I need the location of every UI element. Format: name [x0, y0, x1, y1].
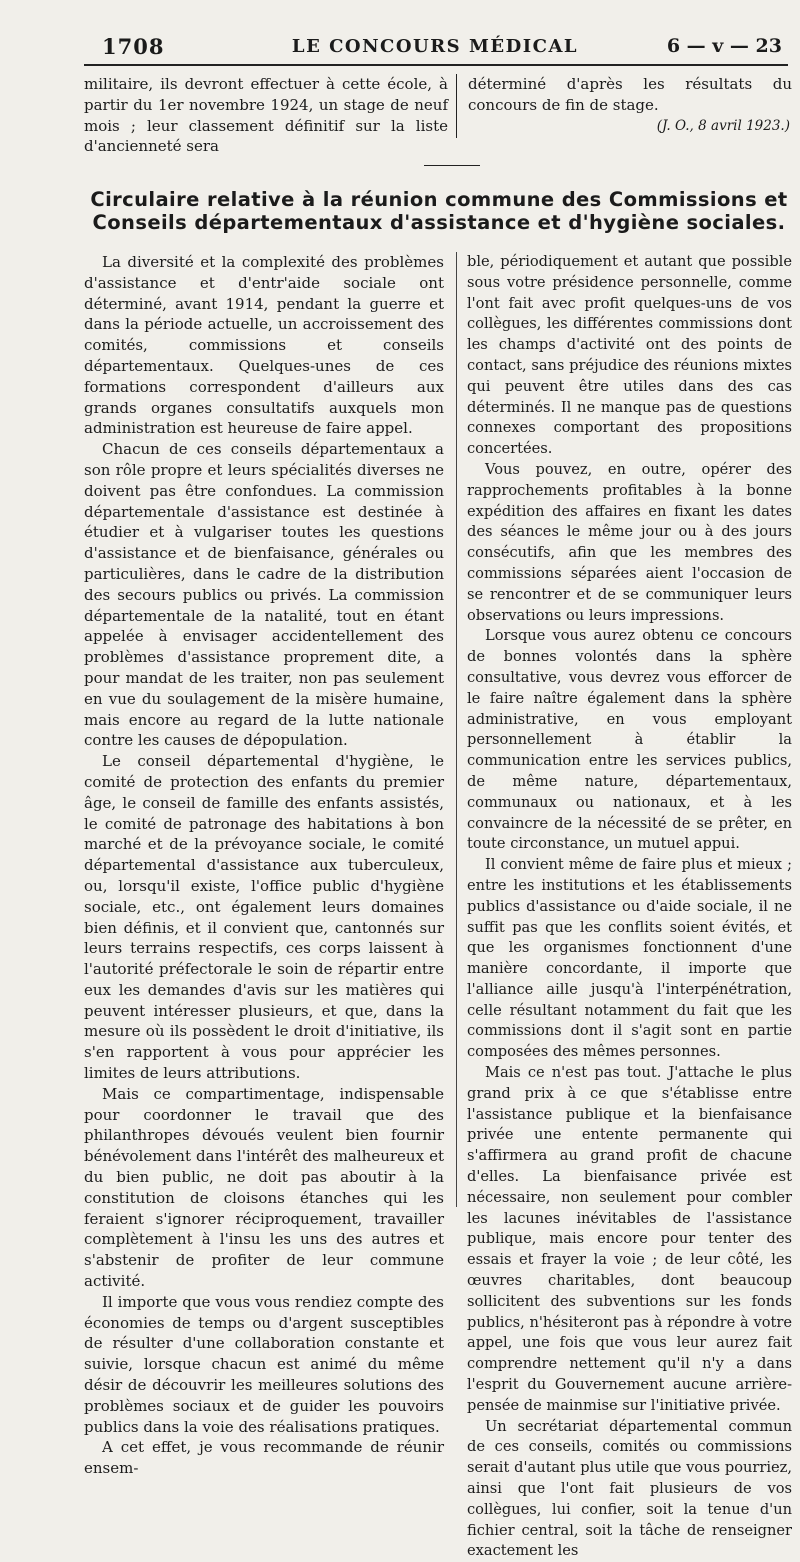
article-title: Circulaire relative à la réunion commune des Commissions et Conseils départementaux d'assistance et d'hygiène sociales. [90, 188, 788, 234]
page-header [84, 32, 786, 62]
page-number: 1708 [102, 34, 165, 59]
paragraph: Il convient même de faire plus et mieux ; entre les institutions et les établissements publics d'assistance ou d'aide sociale, il ne suffit pas que les conflits soient évités, et que les organismes fonctionnent d'une manière concordante, il importe que l'alliance aille jusqu'à l'interpénétration, celle résultant notamment du fait que les commissions dont il s'agit sont en partie composées des mêmes personnes. [467, 856, 792, 1061]
column-divider-top [456, 74, 457, 138]
paragraph: Un secrétariat départemental commun de ces conseils, comités ou commissions serait d'autant plus utile que vous pourriez, ainsi que l'ont fait plusieurs de vos collègues, lui confier, soit la tenue d'un fichier central, soit la tâche de renseigner exactement les [467, 1417, 792, 1560]
paragraph: Lorsque vous aurez obtenu ce concours de bonnes volontés dans la sphère consultative, vous devrez vous efforcer de le faire naître également dans la sphère administrative, en vous employant personnellement à établir la communication entre les services publics, de même nature, départementaux, communaux ou nationaux, et à les convaincre de la nécessité de se prêter, en toute circonstance, un mutuel appui. [467, 627, 792, 853]
left-column [84, 252, 444, 1479]
issue-date: 6 — v — 23 [666, 35, 782, 57]
paragraph: Il importe que vous vous rendiez compte des économies de temps ou d'argent susceptibles de résulter d'une collaboration constante et suivie, lorsque chacun est animé du même désir de découvrir les meilleures solutions des problèmes sociaux et de guider les pouvoirs publics dans la voie des réalisations pratiques. [84, 1292, 444, 1436]
intro-right-text: déterminé d'après les résultats du concours de fin de stage. [468, 75, 792, 114]
journal-title: LE CONCOURS MÉDICAL [291, 36, 579, 57]
paragraph: Le conseil départemental d'hygiène, le comité de protection des enfants du premier âge, le conseil de famille des enfants assistés, le comité de patronage des habitations à bon marché et de la prévoyance sociale, le comité départemental d'assistance aux tuberculeux, ou, lorsqu'il existe, l'office public d'hygiène sociale, etc., ont également leurs domaines bien définis, et il convient que, cantonnés sur leurs terrains respectifs, ces corps laissent à l'autorité préfectorale le soin de répartir entre eux les demandes d'avis sur les matières qui peuvent intéresser plusieurs, et que, dans la mesure où ils possèdent le droit d'initiative, ils s'en rapportent à vous pour apprécier les limites de leurs attributions. [84, 752, 444, 1083]
intro-right-column [468, 74, 792, 134]
column-divider [456, 252, 457, 1207]
section-separator [424, 165, 480, 166]
right-column [467, 252, 792, 1562]
paragraph: A cet effet, je vous recommande de réunir ensem- [84, 1438, 444, 1478]
paragraph: Mais ce n'est pas tout. J'attache le plus grand prix à ce que s'établisse entre l'assistance publique et la bienfaisance privée une entente permanente qui s'affirmera au grand profit de chacune d'elles. La bienfaisance privée est nécessaire, non seulement pour combler les lacunes inévitables de l'assistance publique, mais encore pour tenter des essais et frayer la voie ; de leur côté, les œuvres charitables, dont beaucoup sollicitent des subventions sur les fonds publics, n'hésiteront pas à répondre à votre appel, une fois que vous leur aurez fait comprendre nettement qu'il n'y a dans l'esprit du Gouvernement aucune arrière-pensée de mainmise sur l'initiative privée. [467, 1064, 792, 1414]
paragraph: La diversité et la complexité des problèmes d'assistance et d'entr'aide sociale ont déterminé, avant 1914, pendant la guerre et dans la période actuelle, un accroissement des comités, commissions et conseils départementaux. Quelques-unes de ces formations correspondent d'ailleurs aux grands organes consultatifs auxquels mon administration est heureuse de faire appel. [84, 253, 444, 438]
intro-left-text: militaire, ils devront effectuer à cette école, à partir du 1er novembre 1924, un stage de neuf mois ; leur classement définitif sur la liste d'ancienneté sera [84, 75, 448, 156]
paragraph: ble, périodiquement et autant que possible sous votre présidence personnelle, comme l'ont fait avec profit quelques-uns de vos collègues, les différentes commissions dont les champs d'activité ont des points de contact, sans préjudice des réunions mixtes qui peuvent être utiles dans des cas déterminés. Il ne manque pas de questions connexes comportant des propositions concertées. [467, 253, 792, 458]
header-rule [84, 64, 788, 66]
paragraph: Chacun de ces conseils départementaux a son rôle propre et leurs spécialités diverses ne doivent pas être confondues. La commission départementale d'assistance est destinée à étudier et à vulgariser toutes les questions d'assistance et de bienfaisance, générales ou particulières, dans le cadre de la distribution des secours publics ou privés. La commission départementale de la natalité, tout en étant appelée à envisager accidentellement des problèmes d'assistance proprement dite, a pour mandat de les traiter, non pas seulement en vue du soulagement de la misère humaine, mais encore au regard de la lutte nationale contre les causes de dépopulation. [84, 440, 444, 750]
source-citation: (J. O., 8 avril 1923.) [656, 117, 790, 134]
paragraph: Vous pouvez, en outre, opérer des rapprochements profitables à la bonne expédition des affaires en fixant les dates des séances le même jour ou à des jours consécutifs, afin que les membres des commissions séparées aient l'occasion de se rencontrer et de se communiquer leurs observations ou leurs impressions. [467, 460, 792, 624]
intro-left-column [84, 74, 448, 157]
paragraph: Mais ce compartimentage, indispensable pour coordonner le travail que des philanthropes dévoués veulent bien fournir bénévolement dans l'intérêt des malheureux et du bien public, ne doit pas aboutir à la constitution de cloisons étanches qui les feraient s'ignorer réciproquement, travailler complètement à l'insu les uns des autres et s'abstenir de profiter de leur commune activité. [84, 1084, 444, 1291]
